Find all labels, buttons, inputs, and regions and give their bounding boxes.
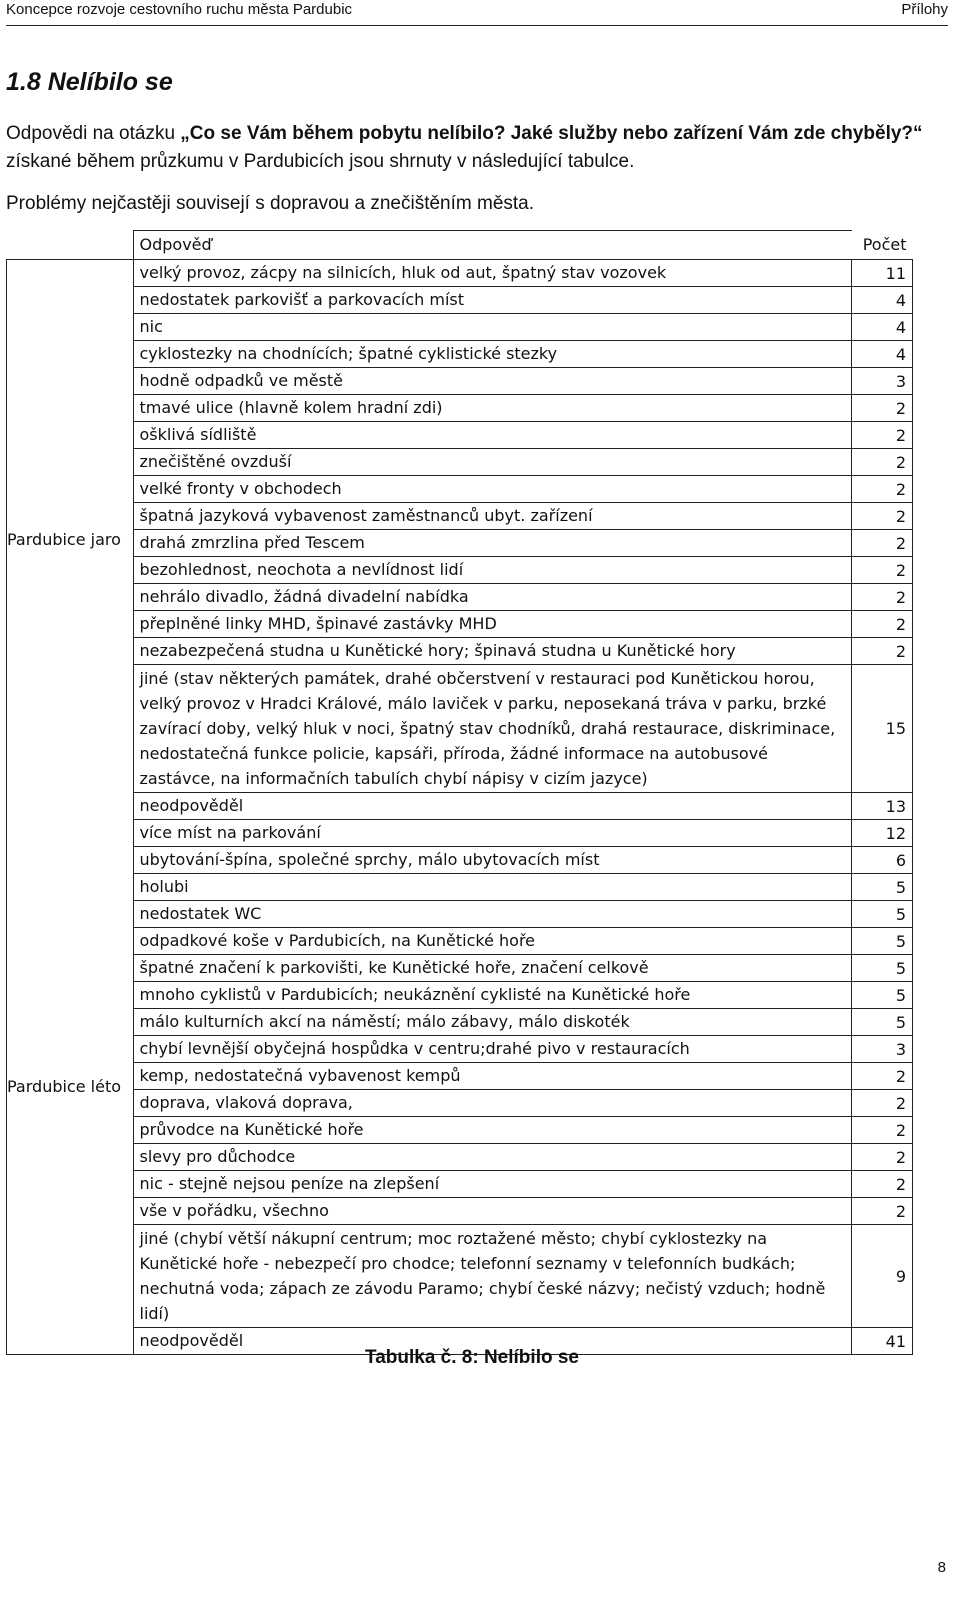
table-row bbox=[7, 1036, 913, 1063]
table-row bbox=[7, 422, 913, 449]
document-header-title: Koncepce rozvoje cestovního ruchu města Pardubic bbox=[6, 1, 353, 18]
count-cell: 2 bbox=[852, 1090, 913, 1117]
count-cell: 3 bbox=[852, 1036, 913, 1063]
answer-cell: slevy pro důchodce bbox=[133, 1144, 852, 1171]
responses-table bbox=[6, 230, 913, 1355]
answer-cell: přeplněné linky MHD, špinavé zastávky MHD bbox=[133, 611, 852, 638]
count-cell: 11 bbox=[852, 260, 913, 287]
table-row bbox=[7, 847, 913, 874]
answer-cell: neodpověděl bbox=[133, 793, 852, 820]
table-row bbox=[7, 341, 913, 368]
table-row bbox=[7, 314, 913, 341]
answer-cell: velké fronty v obchodech bbox=[133, 476, 852, 503]
table-row bbox=[7, 395, 913, 422]
answer-cell: nedostatek parkovišť a parkovacích míst bbox=[133, 287, 852, 314]
count-cell: 2 bbox=[852, 530, 913, 557]
group-label: Pardubice jaro bbox=[7, 260, 134, 820]
answer-cell: hodně odpadků ve městě bbox=[133, 368, 852, 395]
intro-summary: Problémy nejčastěji souvisejí s dopravou a znečištěním města. bbox=[6, 193, 535, 214]
answer-cell: neodpověděl bbox=[133, 1328, 852, 1355]
answer-cell: průvodce na Kunětické hoře bbox=[133, 1117, 852, 1144]
column-header-count: Počet bbox=[852, 231, 913, 260]
count-cell: 4 bbox=[852, 314, 913, 341]
answer-cell: jiné (chybí větší nákupní centrum; moc roztažené město; chybí cyklostezky na Kunětické hoře - nebezpečí pro chodce; telefonní seznamy v telefonních budkách; nechutná voda; zápach ze závodu Paramo; chybí české názvy; nečistý vzduch; hodně lidí) bbox=[133, 1225, 852, 1328]
answer-cell: ošklivá sídliště bbox=[133, 422, 852, 449]
responses-table-body bbox=[7, 231, 913, 1355]
count-cell: 13 bbox=[852, 793, 913, 820]
table-row bbox=[7, 260, 913, 287]
table-row bbox=[7, 584, 913, 611]
count-cell: 41 bbox=[852, 1328, 913, 1355]
intro-prefix: Odpovědi na otázku bbox=[6, 123, 181, 144]
answer-cell: vše v pořádku, všechno bbox=[133, 1198, 852, 1225]
document-header-section: Přílohy bbox=[901, 1, 948, 18]
section-title: 1.8 Nelíbilo se bbox=[6, 68, 173, 96]
column-header-answer: Odpověď bbox=[133, 231, 852, 260]
answer-cell: mnoho cyklistů v Pardubicích; neukáznění cyklisté na Kunětické hoře bbox=[133, 982, 852, 1009]
count-cell: 2 bbox=[852, 611, 913, 638]
answer-cell: ubytování-špína, společné sprchy, málo ubytovacích míst bbox=[133, 847, 852, 874]
table-row bbox=[7, 1009, 913, 1036]
answer-cell: více míst na parkování bbox=[133, 820, 852, 847]
table-row bbox=[7, 1198, 913, 1225]
intro-question: „Co se Vám během pobytu nelíbilo? Jaké služby nebo zařízení Vám zde chyběly?“ bbox=[180, 123, 923, 144]
count-cell: 2 bbox=[852, 557, 913, 584]
table-row bbox=[7, 1171, 913, 1198]
table-row bbox=[7, 1063, 913, 1090]
page-number: 8 bbox=[937, 1559, 946, 1576]
table-row bbox=[7, 1144, 913, 1171]
answer-cell: nic bbox=[133, 314, 852, 341]
table-row bbox=[7, 928, 913, 955]
count-cell: 5 bbox=[852, 928, 913, 955]
answer-cell: drahá zmrzlina před Tescem bbox=[133, 530, 852, 557]
table-header-row bbox=[7, 231, 913, 260]
count-cell: 4 bbox=[852, 287, 913, 314]
answer-cell: znečištěné ovzduší bbox=[133, 449, 852, 476]
count-cell: 2 bbox=[852, 1144, 913, 1171]
answer-cell: bezohlednost, neochota a nevlídnost lidí bbox=[133, 557, 852, 584]
table-caption: Tabulka č. 8: Nelíbilo se bbox=[365, 1347, 579, 1368]
count-cell: 3 bbox=[852, 368, 913, 395]
table-row bbox=[7, 611, 913, 638]
table-row bbox=[7, 1117, 913, 1144]
table-row bbox=[7, 1225, 913, 1328]
answer-cell: nedostatek WC bbox=[133, 901, 852, 928]
table-row bbox=[7, 901, 913, 928]
table-header-empty bbox=[7, 231, 134, 260]
answer-cell: doprava, vlaková doprava, bbox=[133, 1090, 852, 1117]
table-row bbox=[7, 638, 913, 665]
answer-cell: jiné (stav některých památek, drahé občerstvení v restauraci pod Kunětickou horou, velký provoz v Hradci Králové, málo laviček v parku, neposekaná tráva v parku, brzké zavírací doby, velký hluk v noci, špatný stav chodníků, drahá restaurace, diskriminace, nedostatečná funkce policie, kapsáři, příroda, žádné informace na autobusové zastávce, na informačních tabulích chybí nápisy v cizím jazyce) bbox=[133, 665, 852, 793]
table-row bbox=[7, 476, 913, 503]
table-row bbox=[7, 955, 913, 982]
count-cell: 15 bbox=[852, 665, 913, 793]
header-divider bbox=[6, 25, 948, 26]
count-cell: 12 bbox=[852, 820, 913, 847]
table-row bbox=[7, 530, 913, 557]
answer-cell: špatné značení k parkovišti, ke Kunětické hoře, značení celkově bbox=[133, 955, 852, 982]
count-cell: 5 bbox=[852, 982, 913, 1009]
count-cell: 2 bbox=[852, 584, 913, 611]
count-cell: 5 bbox=[852, 1009, 913, 1036]
count-cell: 4 bbox=[852, 341, 913, 368]
count-cell: 5 bbox=[852, 955, 913, 982]
count-cell: 2 bbox=[852, 503, 913, 530]
table-row bbox=[7, 1090, 913, 1117]
count-cell: 5 bbox=[852, 901, 913, 928]
answer-cell: nic - stejně nejsou peníze na zlepšení bbox=[133, 1171, 852, 1198]
intro-paragraph bbox=[6, 120, 950, 176]
count-cell: 5 bbox=[852, 874, 913, 901]
table-row bbox=[7, 982, 913, 1009]
group-label: Pardubice léto bbox=[7, 820, 134, 1355]
answer-cell: nehrálo divadlo, žádná divadelní nabídka bbox=[133, 584, 852, 611]
answer-cell: holubi bbox=[133, 874, 852, 901]
answer-cell: odpadkové koše v Pardubicích, na Kunětické hoře bbox=[133, 928, 852, 955]
table-row bbox=[7, 449, 913, 476]
table-row bbox=[7, 793, 913, 820]
table-row bbox=[7, 368, 913, 395]
answer-cell: nezabezpečená studna u Kunětické hory; špinavá studna u Kunětické hory bbox=[133, 638, 852, 665]
count-cell: 2 bbox=[852, 422, 913, 449]
count-cell: 2 bbox=[852, 1117, 913, 1144]
count-cell: 9 bbox=[852, 1225, 913, 1328]
answer-cell: tmavé ulice (hlavně kolem hradní zdi) bbox=[133, 395, 852, 422]
table-row bbox=[7, 820, 913, 847]
table-row bbox=[7, 503, 913, 530]
table-row bbox=[7, 665, 913, 793]
table-row bbox=[7, 287, 913, 314]
answer-cell: velký provoz, zácpy na silnicích, hluk od aut, špatný stav vozovek bbox=[133, 260, 852, 287]
table-row bbox=[7, 557, 913, 584]
count-cell: 2 bbox=[852, 476, 913, 503]
count-cell: 2 bbox=[852, 1171, 913, 1198]
count-cell: 2 bbox=[852, 1198, 913, 1225]
answer-cell: špatná jazyková vybavenost zaměstnanců ubyt. zařízení bbox=[133, 503, 852, 530]
count-cell: 2 bbox=[852, 449, 913, 476]
table-row bbox=[7, 874, 913, 901]
count-cell: 2 bbox=[852, 395, 913, 422]
answer-cell: cyklostezky na chodnících; špatné cyklistické stezky bbox=[133, 341, 852, 368]
intro-suffix: získané během průzkumu v Pardubicích jsou shrnuty v následující tabulce. bbox=[6, 151, 635, 172]
answer-cell: málo kulturních akcí na náměstí; málo zábavy, málo diskoték bbox=[133, 1009, 852, 1036]
count-cell: 6 bbox=[852, 847, 913, 874]
answer-cell: kemp, nedostatečná vybavenost kempů bbox=[133, 1063, 852, 1090]
count-cell: 2 bbox=[852, 1063, 913, 1090]
count-cell: 2 bbox=[852, 638, 913, 665]
answer-cell: chybí levnější obyčejná hospůdka v centru;drahé pivo v restauracích bbox=[133, 1036, 852, 1063]
